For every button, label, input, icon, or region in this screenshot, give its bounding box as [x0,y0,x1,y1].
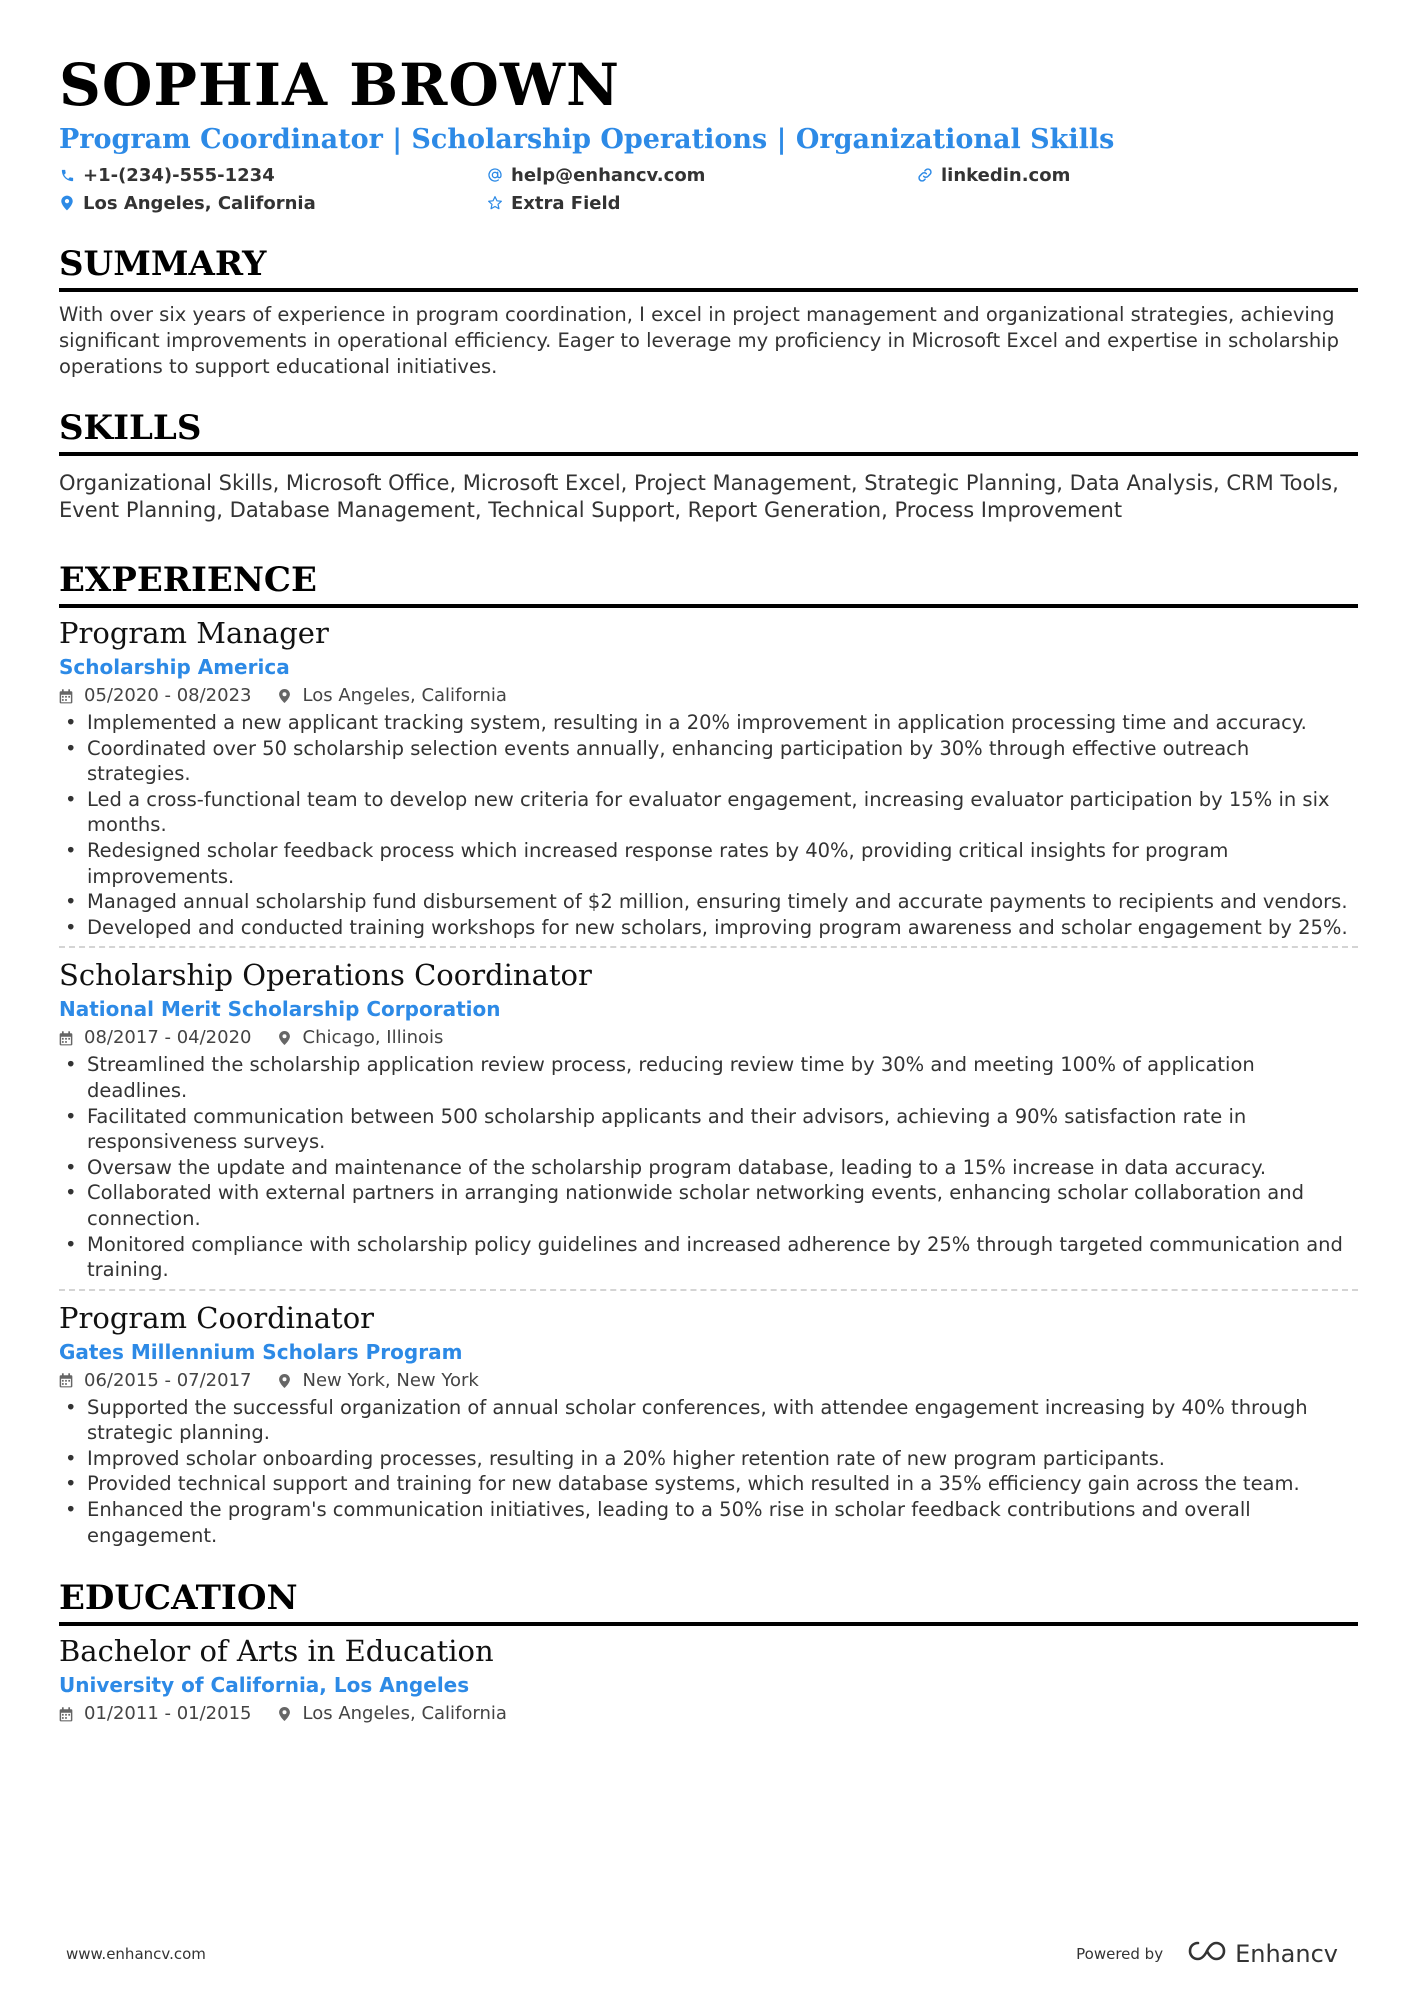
link-icon [917,167,933,183]
summary-heading: SUMMARY [59,242,1358,292]
enhancv-logo[interactable] [1187,1940,1338,1968]
phone-icon [59,167,75,183]
summary-text: With over six years of experience in program coordination, I excel in project management and organizational strategies, achieving significant improvements in operational efficiency. Eager to leverage my proficiency in Microsoft Excel and expertise in scholarship operations to support educational initiatives. [59,303,1339,378]
job-title: Scholarship Operations Coordinator [59,958,592,993]
bullet-item: • Enhanced the program's communication initiatives, leading to a 50% rise in scholar feedback contributions and overall engagement. [59,1497,1358,1548]
bullet-item: • Oversaw the update and maintenance of the scholarship program database, leading to a 15% increase in data accuracy. [59,1155,1358,1181]
calendar-icon [59,1706,75,1722]
experience-entry [59,956,1358,1282]
location-pin-icon [278,1030,294,1046]
job-bullets [59,1395,1358,1549]
summary-section [59,242,1358,380]
job-bullets [59,710,1358,940]
at-icon [487,167,503,183]
bullet-item: • Streamlined the scholarship application review process, reducing review time by 30% and meeting 100% of application deadlines. [59,1052,1358,1103]
job-dates: 05/2020 - 08/2023 [84,685,252,706]
contact-location [59,190,487,216]
bullet-item: • Implemented a new applicant tracking system, resulting in a 20% improvement in application processing time and accuracy. [59,710,1358,736]
infinity-logo-icon [1187,1940,1227,1968]
job-location: Los Angeles, California [302,685,507,706]
skills-section [59,406,1358,524]
contact-info [59,162,1358,216]
experience-entry [59,614,1358,940]
contact-extra [487,190,917,216]
candidate-name: SOPHIA BROWN [59,51,621,119]
bullet-item: • Collaborated with external partners in arranging nationwide scholar networking events, enhancing scholar collaboration and connection. [59,1180,1358,1231]
contact-email[interactable] [487,162,917,188]
powered-by [1076,1940,1338,1968]
job-dates: 06/2015 - 07/2017 [84,1369,252,1391]
location-pin-icon [278,688,294,704]
email-text: help@enhancv.com [511,164,706,186]
education-entry [59,1632,1358,1728]
education-heading: EDUCATION [59,1576,1358,1626]
job-location: Chicago, Illinois [302,1027,444,1049]
skills-heading: SKILLS [59,406,1358,456]
bullet-item: • Improved scholar onboarding processes, resulting in a 20% higher retention rate of new program participants. [59,1446,1358,1472]
company-name[interactable]: Scholarship America [59,655,290,679]
headline: Program Coordinator | Scholarship Operations | Organizational Skills [59,124,1115,155]
job-meta [59,1367,1358,1395]
education-dates: 01/2011 - 01/2015 [84,1703,252,1725]
location-pin-icon [59,195,75,211]
bullet-item: • Provided technical support and training for new database systems, which resulted in a 35% efficiency gain across the team. [59,1471,1358,1497]
company-name[interactable]: National Merit Scholarship Corporation [59,997,501,1022]
entry-divider [59,1289,1358,1291]
phone-text: +1-(234)-555-1234 [83,164,275,186]
skills-list: Organizational Skills, Microsoft Office, Microsoft Excel, Project Management, Strategic Planning, Data Analysis, CRM Tools, Event Planning, Database Management, Technical Support, Report Generation, Process Improvement [59,471,1339,522]
footer [66,1940,1338,1968]
job-bullets [59,1052,1358,1282]
experience-section [59,558,1358,1548]
company-name[interactable]: Gates Millennium Scholars Program [59,1339,463,1364]
calendar-icon [59,1030,75,1046]
bullet-item: • Developed and conducted training workshops for new scholars, improving program awareness and scholar engagement by 25%. [59,915,1358,941]
entry-divider [59,946,1358,948]
education-meta [59,1700,1358,1728]
experience-heading: EXPERIENCE [59,558,1358,608]
bullet-item: • Managed annual scholarship fund disbursement of $2 million, ensuring timely and accurate payments to recipients and vendors. [59,889,1358,915]
bullet-item: • Redesigned scholar feedback process which increased response rates by 40%, providing critical insights for program improvements. [59,838,1358,889]
bullet-item: • Monitored compliance with scholarship policy guidelines and increased adherence by 25% through targeted communication and training. [59,1232,1358,1283]
experience-entry [59,1299,1358,1549]
bullet-item: • Facilitated communication between 500 scholarship applicants and their advisors, achieving a 90% satisfaction rate in responsiveness surveys. [59,1104,1358,1155]
contact-phone[interactable] [59,162,487,188]
job-title: Program Coordinator [59,1300,375,1335]
location-pin-icon [278,1706,294,1722]
contact-linkedin[interactable] [917,162,1247,188]
linkedin-text: linkedin.com [941,164,1071,186]
calendar-icon [59,688,75,704]
job-title: Program Manager [59,616,329,650]
footer-website-link[interactable]: www.enhancv.com [66,1945,206,1963]
powered-by-label: Powered by [1076,1945,1164,1963]
job-location: New York, New York [302,1369,479,1391]
degree-title: Bachelor of Arts in Education [59,1634,494,1669]
bullet-item: • Led a cross-functional team to develop new criteria for evaluator engagement, increasing evaluator participation by 15% in six months. [59,787,1358,838]
calendar-icon [59,1373,75,1389]
location-pin-icon [278,1373,294,1389]
extra-field-text: Extra Field [511,192,621,214]
star-icon [487,195,503,211]
job-meta [59,682,1358,710]
education-section [59,1576,1358,1728]
location-text: Los Angeles, California [83,192,316,214]
job-dates: 08/2017 - 04/2020 [84,1027,252,1049]
job-meta [59,1024,1358,1052]
bullet-item: • Coordinated over 50 scholarship selection events annually, enhancing participation by 30% through effective outreach strategies. [59,736,1358,787]
brand-name: Enhancv [1235,1940,1338,1968]
school-name[interactable]: University of California, Los Angeles [59,1673,470,1698]
education-location: Los Angeles, California [302,1703,507,1725]
bullet-item: • Supported the successful organization of annual scholar conferences, with attendee engagement increasing by 40% through strategic planning. [59,1395,1358,1446]
